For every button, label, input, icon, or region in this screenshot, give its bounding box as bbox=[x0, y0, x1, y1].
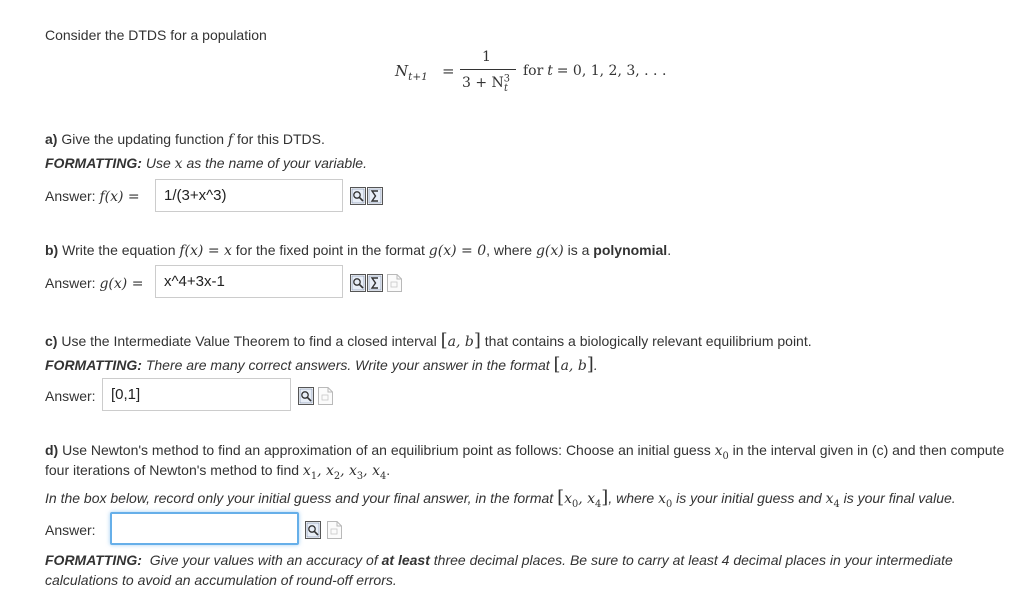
part-a-answer-label: Answer: f(x) = bbox=[45, 188, 140, 205]
part-d-formatting-line2: calculations to avoid an accumulation of round-off errors. bbox=[45, 572, 397, 588]
part-b-question: b) Write the equation f(x) = x for the fixed point in the format g(x) = 0, where g(x) is a polynomial. bbox=[45, 242, 672, 259]
part-a-answer-input[interactable]: 1/(3+x^3) bbox=[155, 179, 343, 212]
part-d-answer-input[interactable] bbox=[110, 512, 299, 545]
preview-magnifier-icon[interactable] bbox=[350, 187, 366, 205]
eq-lhs: $N_{t+1}$ bbox=[395, 62, 428, 83]
part-a-formatting: FORMATTING: Use x as the name of your variable. bbox=[45, 155, 367, 172]
equation-editor-icon[interactable] bbox=[367, 274, 383, 292]
help-document-icon[interactable] bbox=[317, 387, 333, 405]
eq-numerator: 1 bbox=[482, 49, 491, 65]
part-a-question: a) Give the updating function f for this DTDS. bbox=[45, 131, 325, 148]
part-d-instructions: In the box below, record only your initial guess and your final answer, in the format [$x_0$, $x_4$], where $x_0$ is your initial guess and $x_4$ is your final value. bbox=[45, 487, 956, 510]
intro-text: Consider the DTDS for a population bbox=[45, 27, 267, 43]
part-d-answer-label: Answer: bbox=[45, 522, 96, 538]
part-c-formatting: FORMATTING: There are many correct answers. Write your answer in the format [a, b]. bbox=[45, 354, 598, 375]
eq-condition: for t = 0, 1, 2, 3, . . . bbox=[523, 63, 667, 79]
part-d-question-line2: four iterations of Newton's method to find $x_1$, $x_2$, $x_3$, $x_4$. bbox=[45, 462, 391, 482]
part-c-question: c) Use the Intermediate Value Theorem to find a closed interval [a, b] that contains a biologically relevant equilibrium point. bbox=[45, 330, 812, 351]
part-b-answer-label: Answer: g(x) = bbox=[45, 275, 144, 292]
help-document-icon[interactable] bbox=[386, 274, 402, 292]
preview-magnifier-icon[interactable] bbox=[298, 387, 314, 405]
part-b-answer-input[interactable]: x^4+3x-1 bbox=[155, 265, 343, 298]
fraction-bar bbox=[460, 69, 516, 70]
eq-equals: = bbox=[442, 62, 455, 80]
part-d-question-line1: d) Use Newton's method to find an approximation of an equilibrium point as follows: Choose an initial guess $x_0$ in the interval given in (c) and then compute bbox=[45, 442, 1005, 462]
part-d-formatting-line1: FORMATTING: Give your values with an accuracy of at least three decimal places. Be sure to carry at least 4 decimal places in your intermediate bbox=[45, 552, 953, 568]
preview-magnifier-icon[interactable] bbox=[305, 521, 321, 539]
part-c-answer-input[interactable]: [0,1] bbox=[102, 378, 291, 411]
eq-denominator: $3 + N^3_t$ bbox=[462, 73, 511, 94]
preview-magnifier-icon[interactable] bbox=[350, 274, 366, 292]
equation-editor-icon[interactable] bbox=[367, 187, 383, 205]
help-document-icon[interactable] bbox=[326, 521, 342, 539]
part-c-answer-label: Answer: bbox=[45, 388, 96, 404]
